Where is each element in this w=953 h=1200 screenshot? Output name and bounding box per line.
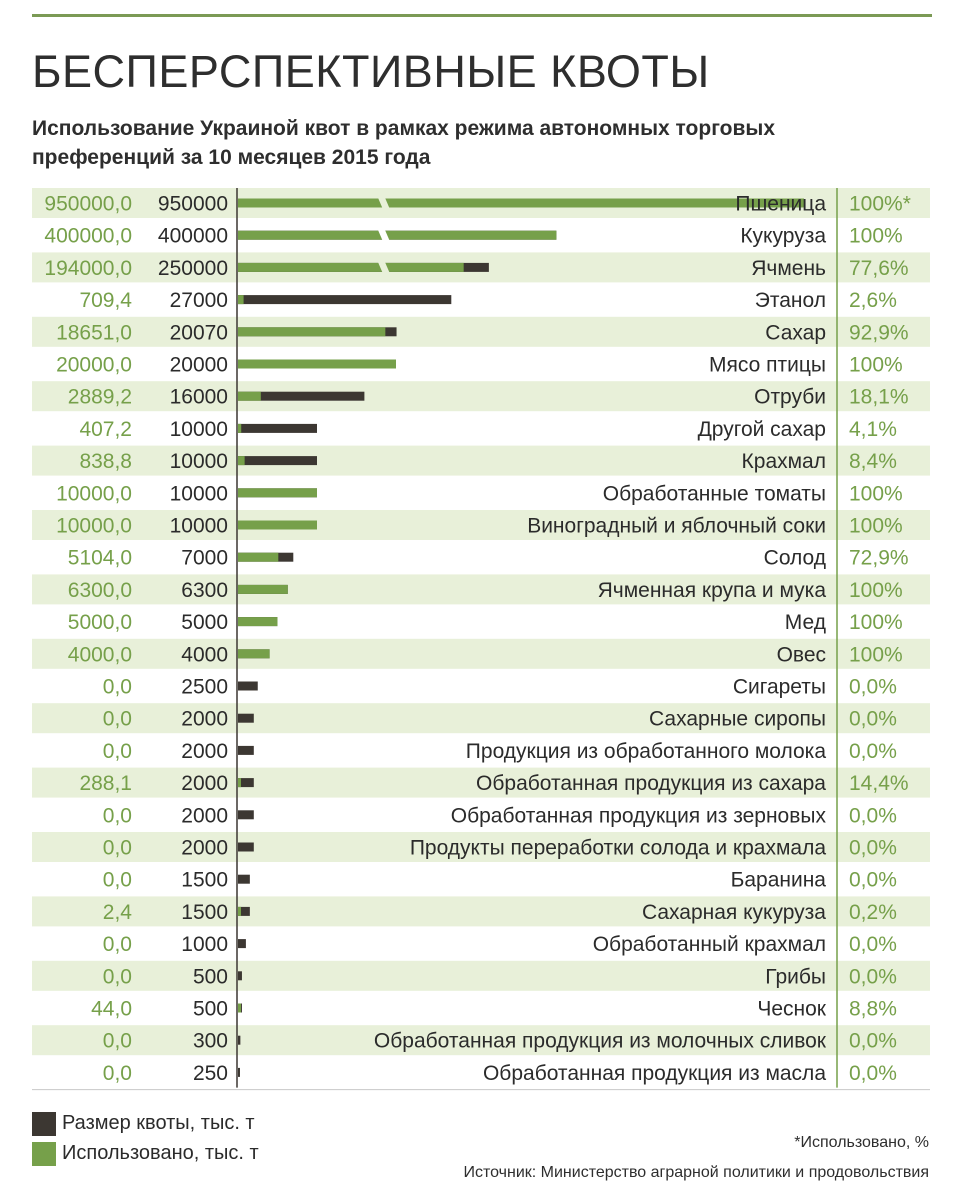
quota-value-label: 500 <box>192 997 228 1021</box>
quota-value-label: 5000 <box>181 611 228 635</box>
quota-value-label: 27000 <box>169 289 228 313</box>
percent-label: 100% <box>849 578 903 602</box>
quota-value-label: 20000 <box>169 353 228 377</box>
category-label: Обработанная продукция из зерновых <box>450 804 826 828</box>
used-bar <box>238 907 241 916</box>
used-value-label: 2,4 <box>102 900 132 924</box>
quota-value-label: 2000 <box>181 707 228 731</box>
category-label: Чеснок <box>757 997 826 1021</box>
category-label: Мед <box>784 611 826 635</box>
used-value-label: 0,0 <box>102 707 132 731</box>
quota-value-label: 2000 <box>181 739 228 763</box>
quota-bar <box>238 971 242 980</box>
used-value-label: 400000,0 <box>44 224 132 248</box>
percent-label: 0,2% <box>849 900 897 924</box>
percent-label: 72,9% <box>849 546 909 570</box>
used-bar <box>238 553 278 562</box>
used-value-label: 288,1 <box>79 772 132 796</box>
used-value-label: 0,0 <box>102 965 132 989</box>
percent-label: 0,0% <box>849 1061 897 1085</box>
category-label: Крахмал <box>741 450 826 474</box>
category-label: Сахарная кукуруза <box>641 900 826 924</box>
category-label: Другой сахар <box>697 417 826 441</box>
quota-value-label: 500 <box>192 965 228 989</box>
legend-quota <box>32 1110 255 1136</box>
category-label: Сахар <box>765 321 826 345</box>
percent-label: 4,1% <box>849 417 897 441</box>
used-value-label: 0,0 <box>102 675 132 699</box>
used-value-label: 0,0 <box>102 933 132 957</box>
quota-bar <box>238 746 254 755</box>
quota-bar <box>238 456 317 465</box>
used-bar <box>238 521 317 530</box>
percent-label: 0,0% <box>849 675 897 699</box>
percent-label: 2,6% <box>849 289 897 313</box>
category-label: Баранина <box>730 868 826 892</box>
quota-value-label: 250 <box>192 1061 228 1085</box>
legend-used-label: Использовано, тыс. т <box>62 1142 259 1164</box>
percent-label: 0,0% <box>849 804 897 828</box>
legend-used <box>32 1140 259 1166</box>
percent-label: 8,4% <box>849 450 897 474</box>
percent-label: 100% <box>849 643 903 667</box>
percent-label: 0,0% <box>849 965 897 989</box>
percent-label: 100% <box>849 611 903 635</box>
used-value-label: 10000,0 <box>56 482 132 506</box>
quota-bar <box>238 714 254 723</box>
quota-value-label: 250000 <box>157 256 228 280</box>
category-label: Отруби <box>754 385 826 409</box>
quota-value-label: 1000 <box>181 933 228 957</box>
used-bar <box>238 456 245 465</box>
quota-bar <box>238 939 246 948</box>
category-label: Обработанный крахмал <box>592 933 826 957</box>
percent-label: 100% <box>849 353 903 377</box>
legend-quota-label: Размер квоты, тыс. т <box>62 1112 255 1134</box>
percent-label: 0,0% <box>849 836 897 860</box>
quota-value-label: 400000 <box>157 224 228 248</box>
used-value-label: 18651,0 <box>56 321 132 345</box>
quota-value-label: 950000 <box>157 192 228 216</box>
used-bar <box>238 649 270 658</box>
footnote: *Использовано, % <box>794 1134 929 1151</box>
quota-value-label: 4000 <box>181 643 228 667</box>
quota-value-label: 10000 <box>169 417 228 441</box>
used-bar <box>238 360 396 369</box>
used-bar <box>238 231 556 240</box>
quota-bar <box>238 424 317 433</box>
percent-label: 0,0% <box>849 1029 897 1053</box>
used-value-label: 6300,0 <box>67 578 132 602</box>
legend-used-swatch <box>32 1142 56 1166</box>
used-bar <box>238 585 288 594</box>
used-value-label: 0,0 <box>102 739 132 763</box>
percent-label: 100%* <box>849 192 911 216</box>
used-value-label: 0,0 <box>102 836 132 860</box>
quota-value-label: 10000 <box>169 450 228 474</box>
category-label: Продукты переработки солода и крахмала <box>409 836 826 860</box>
used-value-label: 709,4 <box>79 289 132 313</box>
category-label: Продукция из обработанного молока <box>465 739 826 763</box>
used-value-label: 44,0 <box>91 997 132 1021</box>
category-label: Этанол <box>754 289 826 313</box>
quota-bar <box>238 810 254 819</box>
percent-label: 8,8% <box>849 997 897 1021</box>
used-bar <box>238 424 241 433</box>
category-label: Сигареты <box>732 675 826 699</box>
percent-label: 0,0% <box>849 868 897 892</box>
quota-value-label: 10000 <box>169 482 228 506</box>
quota-bar <box>238 1068 240 1077</box>
category-label: Пшеница <box>735 192 826 216</box>
quota-value-label: 2000 <box>181 772 228 796</box>
quota-value-label: 16000 <box>169 385 228 409</box>
percent-label: 0,0% <box>849 707 897 731</box>
quota-value-label: 2000 <box>181 804 228 828</box>
quota-value-label: 300 <box>192 1029 228 1053</box>
quota-value-label: 1500 <box>181 868 228 892</box>
quota-bar <box>238 682 258 691</box>
quota-bar <box>238 295 451 304</box>
quota-value-label: 1500 <box>181 900 228 924</box>
legend-quota-swatch <box>32 1112 56 1136</box>
used-value-label: 2889,2 <box>67 385 132 409</box>
category-label: Сахарные сиропы <box>649 707 826 731</box>
used-value-label: 0,0 <box>102 804 132 828</box>
used-bar <box>238 392 261 401</box>
used-bar <box>238 295 244 304</box>
category-label: Обработанные томаты <box>602 482 826 506</box>
used-value-label: 0,0 <box>102 1029 132 1053</box>
used-value-label: 0,0 <box>102 1061 132 1085</box>
percent-label: 18,1% <box>849 385 909 409</box>
used-bar <box>238 488 317 497</box>
used-bar <box>238 1004 241 1013</box>
used-value-label: 194000,0 <box>44 256 132 280</box>
percent-label: 92,9% <box>849 321 909 345</box>
percent-label: 0,0% <box>849 933 897 957</box>
category-label: Грибы <box>765 965 826 989</box>
used-bar <box>238 263 464 272</box>
used-value-label: 950000,0 <box>44 192 132 216</box>
percent-label: 77,6% <box>849 256 909 280</box>
quota-value-label: 2500 <box>181 675 228 699</box>
used-value-label: 20000,0 <box>56 353 132 377</box>
category-label: Виноградный и яблочный соки <box>527 514 826 538</box>
percent-label: 100% <box>849 482 903 506</box>
category-label: Обработанная продукция из сахара <box>476 772 826 796</box>
used-bar <box>238 199 804 208</box>
used-value-label: 5104,0 <box>67 546 132 570</box>
category-label: Кукуруза <box>740 224 826 248</box>
source-note: Источник: Министерство аграрной политики и продовольствия <box>463 1164 929 1181</box>
quota-bar <box>238 875 250 884</box>
quota-bar <box>238 1036 240 1045</box>
category-label: Ячменная крупа и мука <box>597 578 826 602</box>
used-value-label: 407,2 <box>79 417 132 441</box>
percent-label: 100% <box>849 514 903 538</box>
used-bar <box>238 778 241 787</box>
quota-value-label: 6300 <box>181 578 228 602</box>
category-label: Ячмень <box>751 256 826 280</box>
category-label: Обработанная продукция из молочных сливок <box>373 1029 826 1053</box>
used-value-label: 838,8 <box>79 450 132 474</box>
category-label: Мясо птицы <box>709 353 826 377</box>
quota-bar <box>238 843 254 852</box>
used-value-label: 5000,0 <box>67 611 132 635</box>
quota-value-label: 20070 <box>169 321 228 345</box>
used-value-label: 0,0 <box>102 868 132 892</box>
quota-value-label: 2000 <box>181 836 228 860</box>
category-label: Солод <box>763 546 826 570</box>
used-bar <box>238 327 385 336</box>
percent-label: 100% <box>849 224 903 248</box>
used-bar <box>238 617 278 626</box>
quota-value-label: 7000 <box>181 546 228 570</box>
quota-value-label: 10000 <box>169 514 228 538</box>
chart-subtitle: Использование Украиной квот в рамках режима автономных торговых преференций за 10 месяцев 2015 года <box>32 117 776 169</box>
category-label: Овес <box>776 643 826 667</box>
category-label: Обработанная продукция из масла <box>482 1061 826 1085</box>
percent-label: 14,4% <box>849 772 909 796</box>
percent-label: 0,0% <box>849 739 897 763</box>
chart-title: БЕСПЕРСПЕКТИВНЫЕ КВОТЫ <box>32 46 710 97</box>
used-value-label: 10000,0 <box>56 514 132 538</box>
used-value-label: 4000,0 <box>67 643 132 667</box>
